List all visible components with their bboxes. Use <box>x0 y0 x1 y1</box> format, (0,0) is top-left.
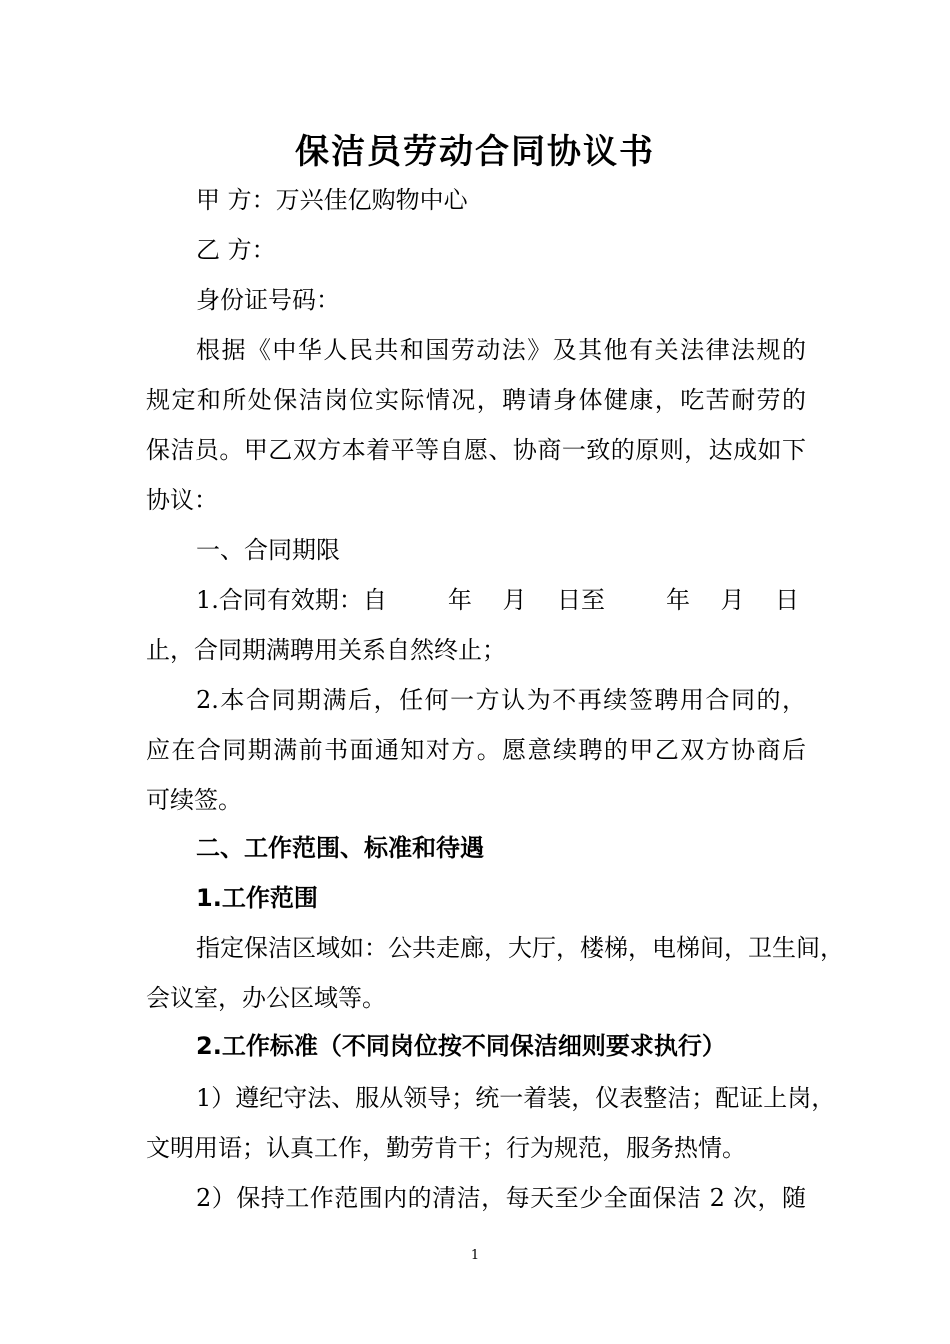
preamble-line: 保洁员。甲乙双方本着平等自愿、协商一致的原则，达成如下 <box>146 436 806 464</box>
work-scope-line: 指定保洁区域如：公共走廊，大厅，楼梯，电梯间，卫生间， <box>196 934 844 962</box>
work-scope-heading: 1.工作范围 <box>196 884 318 912</box>
contract-term-line: 止，合同期满聘用关系自然终止； <box>146 636 506 664</box>
contract-term-line: 1.合同有效期：自 年 月 日至 年 月 日 <box>196 586 800 614</box>
preamble-line: 协议： <box>146 486 218 514</box>
section2-heading: 二、工作范围、标准和待遇 <box>196 834 484 862</box>
section1-heading: 一、合同期限 <box>196 536 340 564</box>
standard-line: 2）保持工作范围内的清洁，每天至少全面保洁 2 次，随 <box>196 1184 806 1212</box>
work-standard-heading: 2.工作标准（不同岗位按不同保洁细则要求执行） <box>196 1032 726 1060</box>
renewal-line: 2.本合同期满后，任何一方认为不再续签聘用合同的， <box>196 686 806 714</box>
preamble-line: 规定和所处保洁岗位实际情况，聘请身体健康，吃苦耐劳的 <box>146 386 806 414</box>
standard-line: 1）遵纪守法、服从领导；统一着装，仪表整洁；配证上岗， <box>196 1084 836 1112</box>
id-number-line: 身份证号码： <box>196 286 340 314</box>
preamble-line: 根据《中华人民共和国劳动法》及其他有关法律法规的 <box>196 336 806 364</box>
renewal-line: 应在合同期满前书面通知对方。愿意续聘的甲乙双方协商后 <box>146 736 806 764</box>
party-a-line: 甲 方：万兴佳亿购物中心 <box>196 186 468 214</box>
page-number: 1 <box>470 1248 480 1263</box>
work-scope-line: 会议室，办公区域等。 <box>146 984 386 1012</box>
standard-line: 文明用语；认真工作，勤劳肯干；行为规范，服务热情。 <box>146 1134 746 1162</box>
renewal-line: 可续签。 <box>146 786 242 814</box>
document-title: 保洁员劳动合同协议书 <box>295 132 655 172</box>
party-b-line: 乙 方： <box>196 236 276 264</box>
